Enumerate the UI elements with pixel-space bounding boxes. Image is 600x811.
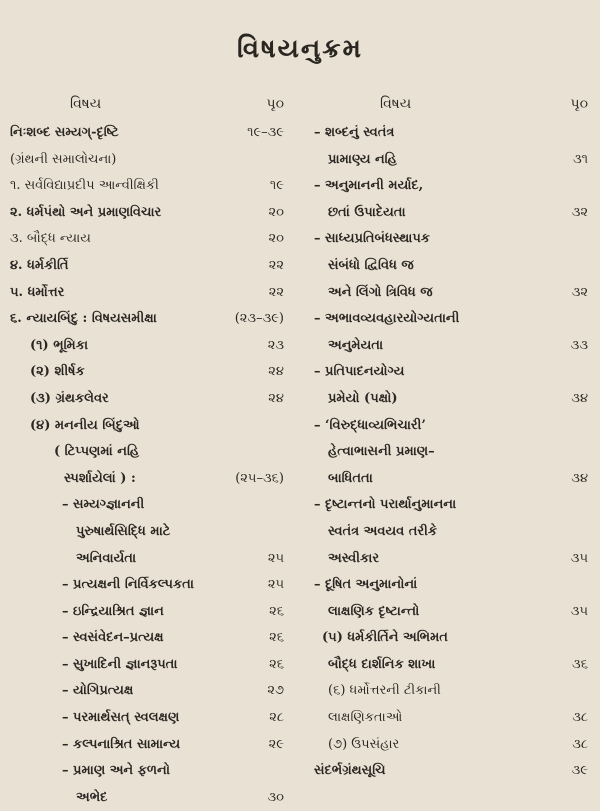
toc-entry-page: ૩૦ — [267, 789, 284, 805]
toc-entry — [10, 226, 290, 253]
toc-entry-page: ૨૫ — [267, 550, 284, 566]
toc-entry-text: સંબંધો દ્વિવિધ જ — [328, 257, 414, 273]
toc-entry — [314, 253, 594, 280]
right-column — [314, 96, 594, 785]
toc-entry-page: ૩૮ — [572, 736, 588, 752]
toc-entry-text: બાધિતતા — [328, 470, 373, 486]
toc-entry-page: ૨૮ — [269, 710, 284, 726]
toc-entry-text: અનુમેયતા — [328, 337, 384, 353]
toc-entry-text: – દૃષ્ટાન્તનો પરાર્થાનુમાનના — [314, 497, 457, 513]
toc-entry-text: ૫. ધર્મોત્તર — [10, 284, 65, 300]
toc-entry-page: ૩૩ — [570, 337, 588, 353]
toc-entry-text: – પ્રમાણ અને ફળનો — [62, 763, 170, 779]
toc-entry — [10, 280, 290, 307]
toc-entry — [314, 758, 594, 785]
toc-entry-text: અભેદ — [76, 789, 108, 805]
toc-entry — [10, 705, 290, 732]
toc-entry-text: નિઃશબ્દ સમ્યગ્-દૃષ્ટિ — [10, 125, 119, 140]
toc-entry-page: ૨૨ — [268, 257, 284, 273]
toc-entry — [10, 652, 290, 679]
toc-entry — [314, 546, 594, 573]
toc-entry-text: પ્રમેયો (પક્ષો) — [328, 390, 398, 406]
toc-entry-text: – અનુમાનની મર્યાદ, — [314, 178, 424, 194]
toc-entry — [10, 519, 290, 546]
toc-entry-page: ૩૫ — [570, 550, 588, 566]
toc-entry-text: – કલ્પનાશ્રિત સામાન્ય — [62, 736, 181, 752]
toc-entry — [314, 732, 594, 759]
toc-entry — [314, 625, 594, 652]
toc-entry-text: સ્પર્શાયેલાં ) : — [64, 470, 136, 486]
toc-entry — [10, 439, 290, 466]
toc-entry — [10, 413, 290, 440]
toc-entry — [10, 120, 290, 147]
toc-entry — [314, 652, 594, 679]
toc-entry — [10, 732, 290, 759]
toc-entry — [314, 599, 594, 626]
toc-entry — [10, 678, 290, 705]
page-title: વિષયનુક્રમ — [237, 34, 363, 64]
toc-entry — [314, 439, 594, 466]
toc-entry — [10, 625, 290, 652]
toc-entry — [314, 466, 594, 493]
toc-entry-page: ૩૨ — [571, 284, 588, 300]
toc-entry — [314, 359, 594, 386]
toc-entry — [314, 226, 594, 253]
toc-entry-text: ( ટિપ્પણમાં નહિ — [54, 444, 140, 460]
toc-entry-page: ૨૩ — [267, 337, 284, 353]
toc-entry-text: – સુખાદિની જ્ઞાનરૂપતા — [62, 656, 178, 672]
toc-entry — [314, 280, 594, 307]
toc-entry-text: અને લિંગો ત્રિવિધ જ — [328, 284, 433, 300]
page-heading: પૃ૦ — [266, 96, 284, 112]
toc-entry — [10, 492, 290, 519]
toc-entry-page: ૨૪ — [268, 364, 284, 380]
toc-entry — [10, 359, 290, 386]
toc-entry-text: – સાધ્યપ્રતિબંધસ્થાપક — [314, 231, 430, 247]
toc-entry — [314, 120, 594, 147]
toc-entry-page: ૨૪ — [268, 390, 284, 406]
toc-entry-page: ૨૭ — [267, 683, 284, 699]
left-column-header — [10, 96, 290, 120]
toc-entry-text: (૪) મનનીય બિંદુઓ — [30, 417, 140, 433]
toc-entry-text: (૩) ગ્રંથકલેવર — [30, 390, 109, 406]
toc-entry-page: ૧૯–૩૯ — [247, 125, 284, 140]
subject-heading: વિષય — [70, 96, 102, 112]
toc-entry-text: – પરમાર્થસત્ સ્વલક્ષણ — [62, 710, 180, 726]
toc-entry — [10, 546, 290, 573]
toc-entry-text: ૬. ન્યાયબિંદુ : વિષયસમીક્ષા — [10, 311, 157, 327]
toc-entry — [10, 758, 290, 785]
toc-entry-text: – પ્રતિપાદનયોગ્ય — [314, 364, 405, 380]
toc-entry-text: – સ્વસંવેદન–પ્રત્યક્ષ — [62, 630, 164, 646]
toc-entry-page: ૩૧ — [572, 151, 588, 167]
toc-entry-text: સંદર્ભગ્રંથસૂચિ — [314, 763, 386, 779]
page-heading: પૃ૦ — [570, 96, 588, 112]
toc-entry-text: છતાં ઉપાદેયતા — [328, 204, 406, 220]
toc-entry — [314, 147, 594, 174]
toc-entry-text: અનિવાર્યતા — [76, 550, 137, 566]
toc-entry — [10, 386, 290, 413]
toc-entry — [314, 200, 594, 227]
toc-entry-page: ૨૦ — [268, 231, 284, 247]
toc-entry-page: ૨૬ — [269, 656, 284, 672]
toc-entry — [314, 492, 594, 519]
toc-entry — [314, 333, 594, 360]
toc-entry-page: ૨૯ — [268, 736, 284, 752]
toc-entry-page: (૨૫–૩૬) — [235, 470, 284, 486]
toc-entry-page: ૩૬ — [572, 656, 588, 672]
toc-entry-page: ૩૨ — [571, 204, 588, 220]
toc-entry — [314, 306, 594, 333]
toc-entry-text: લાક્ષણિકતાઓ — [328, 710, 403, 726]
toc-entry-text: (૧) ભૂમિકા — [30, 337, 89, 353]
toc-entry — [314, 173, 594, 200]
toc-entry-page: ૨૬ — [269, 603, 284, 619]
toc-entry-text: – સમ્યગ્જ્ઞાનની — [62, 497, 145, 513]
toc-entry — [314, 519, 594, 546]
toc-entry-page: ૨૫ — [267, 577, 284, 593]
toc-entry-text: ૩. બૌદ્ધ ન્યાય — [10, 231, 91, 247]
toc-entry-page: ૨૨ — [268, 284, 284, 300]
toc-entry-page: ૩૫ — [570, 603, 588, 619]
toc-entry-page: ૩૯ — [571, 763, 588, 779]
toc-entry-text: લાક્ષણિક દૃષ્ટાન્તો — [328, 603, 420, 619]
toc-entry-text: ૪. ધર્મકીર્તિ — [10, 257, 69, 273]
toc-entry-text: હેત્વાભાસની પ્રમાણ– — [328, 444, 435, 460]
right-column-header — [314, 96, 594, 120]
toc-entry — [10, 173, 290, 200]
toc-entry-text: ૨. ધર્મપંથો અને પ્રમાણવિચાર — [10, 204, 162, 220]
toc-entry — [314, 572, 594, 599]
subject-heading: વિષય — [380, 96, 412, 112]
toc-entry — [10, 253, 290, 280]
toc-entry-page: ૩૪ — [571, 390, 588, 406]
toc-entry-text: – અભાવવ્યવહારયોગ્યતાની — [314, 311, 460, 327]
toc-entry-text: અસ્વીકાર — [328, 550, 380, 566]
toc-entry — [10, 466, 290, 493]
toc-entry-text: પુરુષાર્થસિદ્ધિ માટે — [76, 523, 171, 539]
toc-entry-text: (૬) ધર્મોત્તરની ટીકાની — [328, 683, 441, 699]
toc-entry-text: (૨) શીર્ષક — [30, 364, 85, 380]
toc-entry-text: પ્રામાણ્ય નહિ — [328, 151, 397, 167]
toc-entry-page: ૧૯ — [269, 178, 284, 194]
toc-entry-text: – દૂષિત અનુમાનોનાં — [314, 577, 418, 593]
toc-entry-text: (ગ્રંથની સમાલોચના) — [10, 151, 117, 167]
left-entries — [10, 120, 290, 811]
toc-entry-page: (૨૩–૩૯) — [234, 311, 284, 327]
toc-entry-page: ૨૬ — [269, 630, 284, 646]
toc-entry-page: ૨૦ — [268, 204, 284, 220]
toc-entry — [10, 572, 290, 599]
toc-entry — [314, 386, 594, 413]
toc-entry-text: – ઇન્દ્રિયાશ્રિત જ્ઞાન — [62, 603, 164, 619]
toc-entry-text: (૫) ધર્મકીર્તિને અભિમત — [322, 630, 448, 646]
toc-entry — [314, 678, 594, 705]
toc-entry-text: બૌદ્ધ દાર્શનિક શાખા — [328, 656, 436, 672]
left-column — [10, 96, 290, 811]
toc-entry — [10, 599, 290, 626]
toc-entry — [10, 785, 290, 811]
toc-entry — [314, 705, 594, 732]
toc-entry-text: (૭) ઉપસંહાર — [328, 736, 400, 752]
toc-entry — [10, 306, 290, 333]
toc-entry-page: ૩૪ — [571, 470, 588, 486]
right-entries — [314, 120, 594, 785]
toc-entry-text: – પ્રત્યક્ષની નિર્વિકલ્પકતા — [62, 577, 194, 593]
toc-entry-page: ૩૮ — [572, 710, 588, 726]
toc-entry-text: – યોગિપ્રત્યક્ષ — [62, 683, 134, 699]
toc-entry — [10, 200, 290, 227]
toc-entry-text: – ‘વિરુદ્ધાવ્યભિચારી’ — [314, 417, 426, 433]
toc-entry-text: ૧. સર્વવિદ્યાપ્રદીપ આન્વીક્ષિકી — [10, 178, 159, 194]
toc-entry — [10, 333, 290, 360]
toc-entry-text: – શબ્દનું સ્વતંત્ર — [314, 125, 395, 140]
toc-entry-text: સ્વતંત્ર અવયવ તરીકે — [328, 523, 437, 539]
toc-entry — [314, 413, 594, 440]
toc-entry — [10, 147, 290, 174]
